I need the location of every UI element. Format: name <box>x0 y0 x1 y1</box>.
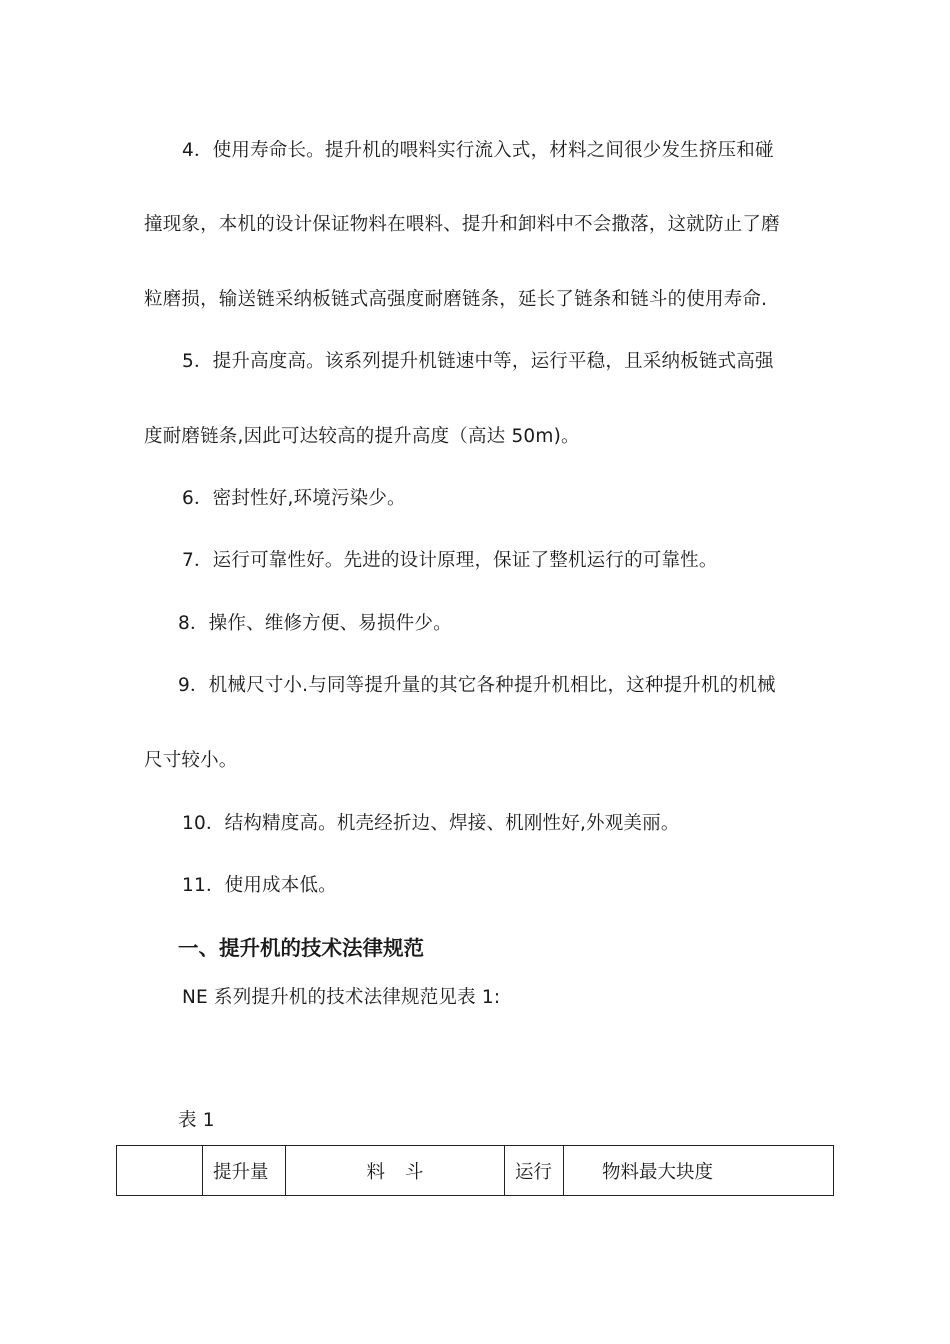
table-header-cell-blank <box>117 1146 203 1196</box>
table-header-cell-max-lump-size: 物料最大块度 <box>564 1146 834 1196</box>
paragraph-5-line-2: 度耐磨链条,因此可达较高的提升高度（高达 50m)。 <box>144 426 580 447</box>
table-header-cell-bucket <box>286 1146 505 1196</box>
table-header-cell-capacity: 提升量 <box>203 1146 286 1196</box>
table-header-row <box>117 1146 834 1196</box>
table-caption: 表 1 <box>178 1110 215 1131</box>
paragraph-4-line-1: 4．使用寿命长。提升机的喂料实行流入式，材料之间很少发生挤压和碰 <box>182 140 774 161</box>
section-heading: 一、提升机的技术法律规范 <box>178 936 424 960</box>
paragraph-9-line-1: 9．机械尺寸小.与同等提升量的其它各种提升机相比，这种提升机的机械 <box>178 675 776 696</box>
paragraph-8: 8．操作、维修方便、易损件少。 <box>178 613 452 634</box>
spec-table <box>116 1145 834 1196</box>
paragraph-6: 6．密封性好,环境污染少。 <box>182 488 406 509</box>
paragraph-4-line-2: 撞现象，本机的设计保证物料在喂料、提升和卸料中不会撒落，这就防止了磨 <box>144 214 780 235</box>
paragraph-7: 7．运行可靠性好。先进的设计原理，保证了整机运行的可靠性。 <box>182 550 718 571</box>
table-header-cell-speed: 运行 <box>505 1146 564 1196</box>
paragraph-9-line-2: 尺寸较小。 <box>144 750 238 771</box>
bucket-label: 料 斗 <box>366 1161 424 1183</box>
paragraph-10: 10．结构精度高。机壳经折边、焊接、机刚性好,外观美丽。 <box>182 813 680 834</box>
intro-text: NE 系列提升机的技术法律规范见表 1: <box>182 987 501 1008</box>
paragraph-4-line-3: 粒磨损，输送链采纳板链式高强度耐磨链条，延长了链条和链斗的使用寿命. <box>144 289 768 310</box>
paragraph-5-line-1: 5．提升高度高。该系列提升机链速中等，运行平稳，且采纳板链式高强 <box>182 351 774 372</box>
paragraph-11: 11．使用成本低。 <box>182 875 337 896</box>
